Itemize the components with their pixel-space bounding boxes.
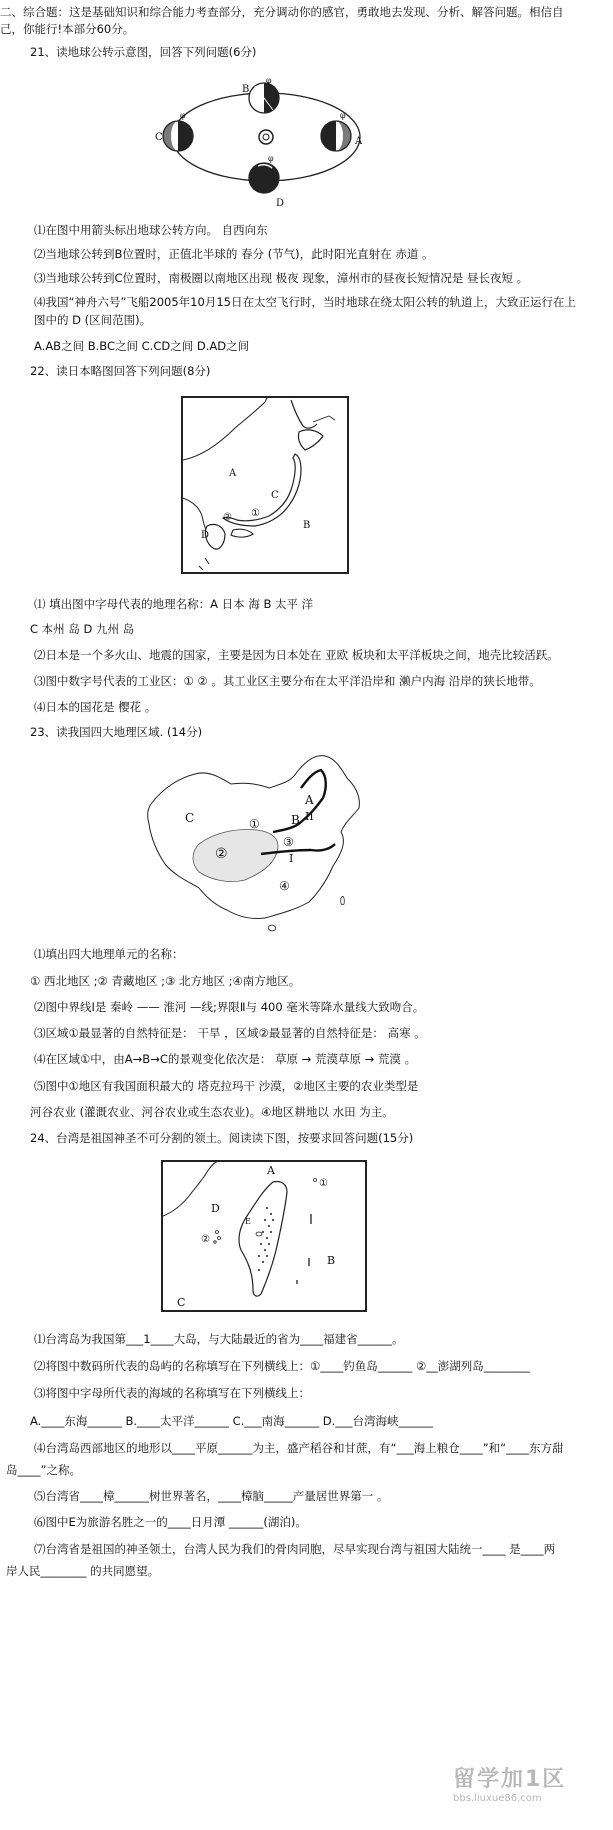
map-label-c: C: [271, 490, 279, 501]
region-label-2: ②: [215, 846, 228, 862]
q24-answer-7-line2: 岸人民________ 的共同愿望。: [6, 1564, 160, 1578]
phi-c: φ: [180, 111, 186, 120]
q24-answer-6: ⑹图中E为旅游名胜之一的____日月潭 ______(湖泊)。: [34, 1515, 307, 1529]
china-regions-map: [145, 748, 371, 932]
q22-answer-1-line1: ⑴ 填出图中字母代表的地理名称：A 日本 海 B 太平 洋: [34, 597, 314, 611]
sea-label-a: A: [267, 1164, 275, 1177]
taiwan-map-frame: [161, 1160, 367, 1312]
q21-answer-4-line2: 图中的 D (区间范围)。: [34, 313, 152, 327]
japan-map: [183, 398, 347, 572]
q24-answer-5: ⑸台湾省____樟______树世界著名，____樟脑_____产量居世界第一 。: [34, 1489, 389, 1503]
sea-label-d: D: [211, 1202, 220, 1215]
q24-answer-4-line2: 岛____”之称。: [6, 1463, 81, 1477]
earth-b: [249, 83, 279, 113]
region-label-b: B: [291, 813, 300, 827]
island-label-1: ①: [319, 1178, 328, 1189]
q23-answer-1-regions: ① 西北地区 ;② 青藏地区 ;③ 北方地区 ;④南方地区。: [30, 974, 301, 988]
boundary-label-i: I: [289, 852, 294, 865]
q23-title: 23、读我国四大地理区域. (14分): [30, 725, 203, 739]
earth-c: [163, 121, 193, 151]
q22-title: 22、读日本略图回答下列问题(8分): [30, 364, 211, 378]
section-intro-line2: 己，你能行!本部分60分。: [0, 22, 135, 36]
q24-answer-2: ⑵将图中数码所代表的岛屿的名称填写在下列横线上：①____钓鱼岛______ ②__澎湖列岛________: [34, 1359, 530, 1373]
q24-answer-3: ⑶将图中字母所代表的海域的名称填写在下列横线上：: [34, 1386, 310, 1400]
region-label-1: ①: [249, 817, 260, 831]
earth-a: [321, 121, 351, 151]
region-label-c: C: [185, 811, 195, 825]
map-label-2: ②: [223, 512, 232, 523]
label-d: D: [276, 198, 285, 209]
sea-label-c: C: [177, 1296, 186, 1309]
q24-title: 24、台湾是祖国神圣不可分割的领土。阅读读下图，按要求回答问题(15分): [30, 1131, 414, 1145]
q21-options: A.AB之间 B.BC之间 C.CD之间 D.AD之间: [34, 339, 250, 353]
region-label-4: ④: [279, 879, 290, 893]
map-label-d: D: [201, 530, 210, 541]
q21-answer-1: ⑴在图中用箭头标出地球公转方向。 自西向东: [34, 223, 268, 237]
q24-answer-1: ⑴台湾岛为我国第___1____大岛，与大陆最近的省为____福建省______。: [34, 1332, 404, 1346]
watermark-logo-text: 留学加1区: [453, 1767, 567, 1792]
map-label-b: B: [303, 520, 311, 531]
earth-d: [249, 163, 279, 193]
map-label-1: ①: [251, 508, 260, 519]
q21-answer-4-line1: ⑷我国“神舟六号”飞船2005年10月15日在太空飞行时，当时地球在绕太阳公转的轨道上，大致正运行在上: [34, 295, 576, 309]
q21-title: 21、读地球公转示意图，回答下列问题(6分): [30, 45, 257, 59]
region-label-3: ③: [283, 835, 294, 849]
earth-revolution-diagram: [150, 74, 382, 224]
island-label-2: ②: [201, 1234, 210, 1245]
q22-answer-1-line2: C 本州 岛 D 九州 岛: [30, 622, 135, 636]
boundary-label-ii: II: [305, 810, 314, 823]
q23-answer-3: ⑶区域①最显著的自然特征是： 干旱 ，区域②最显著的自然特征是： 高寒 。: [34, 1026, 426, 1040]
sea-label-b: B: [327, 1254, 336, 1267]
label-b: B: [242, 84, 250, 95]
region-label-a: A: [305, 793, 314, 807]
phi-a: φ: [340, 111, 346, 120]
map-label-a: A: [229, 468, 237, 479]
phi-b: φ: [266, 76, 272, 85]
japan-map-frame: [181, 396, 349, 574]
watermark-url: bbs.liuxue86.com: [453, 1793, 542, 1804]
label-c: C: [155, 132, 163, 143]
site-watermark: [453, 1762, 593, 1822]
q22-answer-2: ⑵日本是一个多火山、地震的国家，主要是因为日本处在 亚欧 板块和太平洋板块之间，地壳比较活跃。: [34, 648, 559, 662]
q22-answer-3: ⑶图中数字号代表的工业区：① ② 。其工业区主要分布在太平洋沿岸和 濑户内海 沿岸的狭长地带。: [34, 674, 541, 688]
q21-answer-2: ⑵当地球公转到B位置时，正值北半球的 春分 (节气)，此时阳光直射在 赤道 。: [34, 247, 434, 261]
q23-answer-4: ⑷在区域①中，由A→B→C的景观变化依次是： 草原 → 荒漠草原 → 荒漠 。: [34, 1052, 417, 1066]
section-intro-line1: 二、综合题：这是基础知识和综合能力考查部分，充分调动你的感官，勇敢地去发现、分析、解答问题。相信自: [0, 5, 564, 19]
q23-answer-1: ⑴填出四大地理单元的名称：: [34, 947, 184, 961]
sun-icon: [259, 130, 273, 144]
q23-answer-5-line2: 河谷农业 (灌溉农业、河谷农业或生态农业)。④地区耕地以 水田 为主。: [30, 1105, 394, 1119]
q24-answer-4-line1: ⑷台湾岛西部地区的地形以____平原______为主，盛产稻谷和甘蔗，有“___海上粮仓____”和“____东方甜: [34, 1441, 564, 1455]
q24-answer-7-line1: ⑺台湾省是祖国的神圣领土，台湾人民为我们的骨肉同胞，尽早实现台湾与祖国大陆统一____ 是____两: [34, 1542, 556, 1556]
label-a: A: [355, 136, 363, 147]
q23-answer-5-line1: ⑸图中①地区有我国面积最大的 塔克拉玛干 沙漠，②地区主要的农业类型是: [34, 1079, 419, 1093]
taiwan-map: [163, 1162, 365, 1310]
q21-answer-3: ⑶当地球公转到C位置时，南极圈以南地区出现 极夜 现象，漳州市的昼夜长短情况是 昼长夜短 。: [34, 271, 529, 285]
q23-answer-2: ⑵图中界线Ⅰ是 秦岭 —— 淮河 —线;界限Ⅱ与 400 毫米等降水量线大致吻合。: [34, 1000, 425, 1014]
q22-answer-4: ⑷日本的国花是 樱花 。: [34, 700, 157, 714]
q24-answer-3-seas: A.____东海______ B.____太平洋______ C.___南海______ D.___台湾海峡______: [30, 1414, 434, 1428]
phi-d: φ: [268, 154, 274, 163]
lake-label-e: E: [245, 1217, 251, 1226]
